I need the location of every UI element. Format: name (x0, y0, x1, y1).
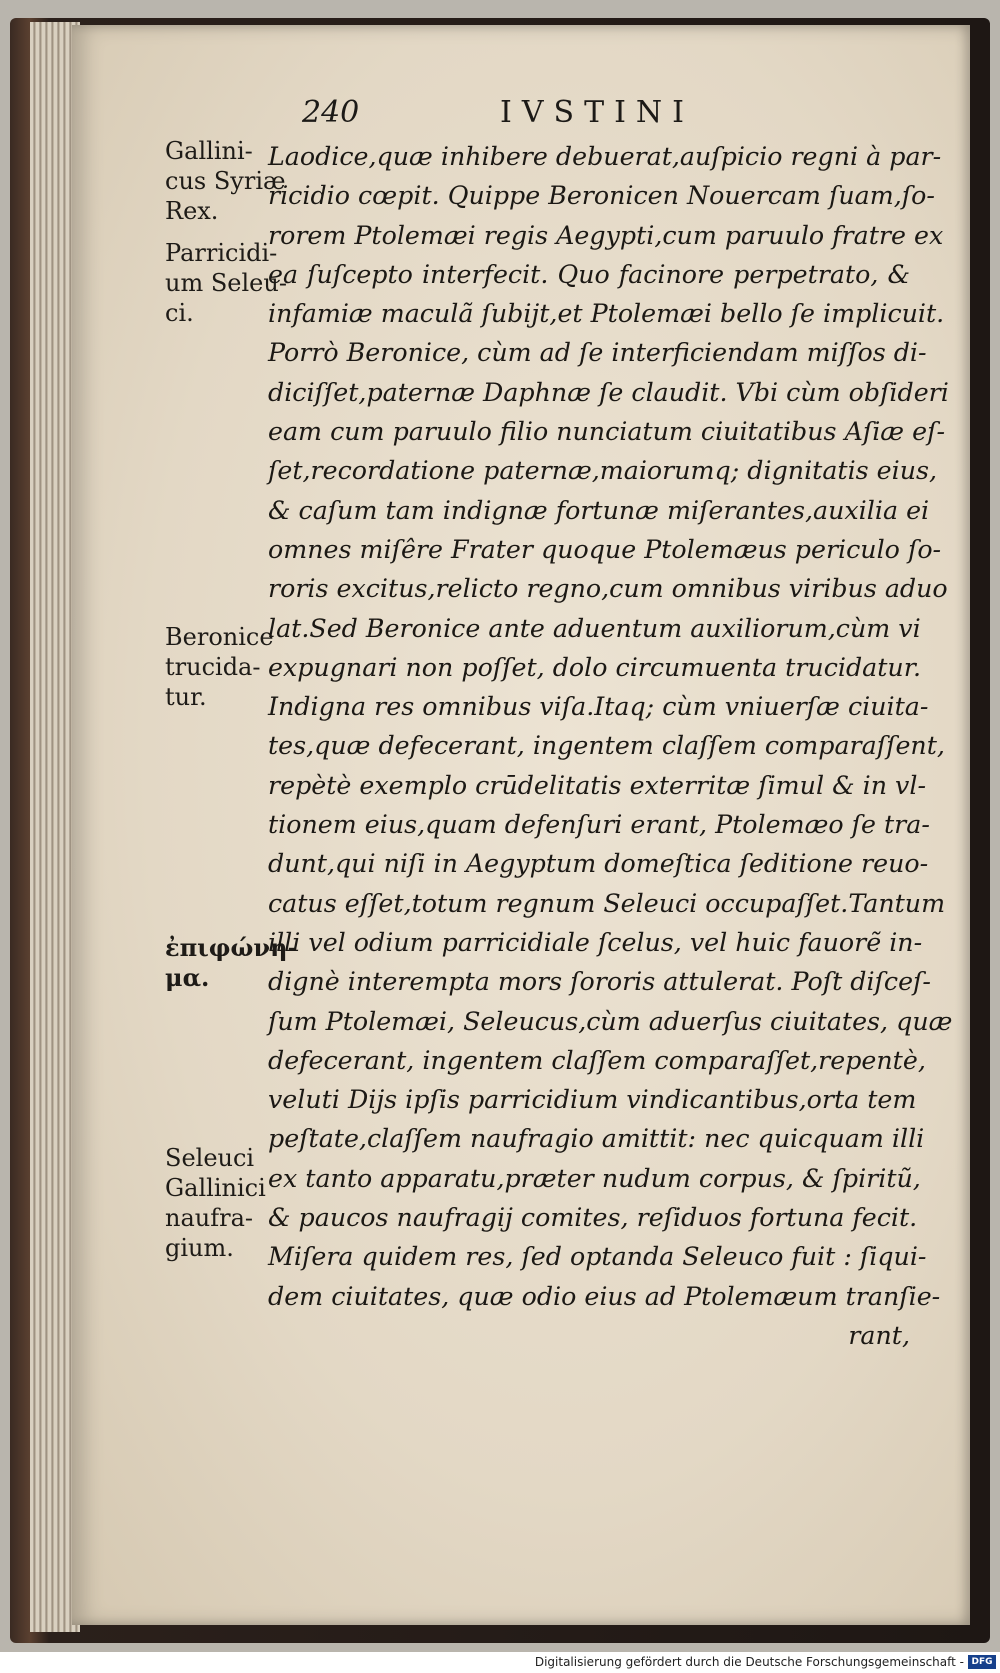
text-line: tionem eius,quam defenſuri erant, Ptolemæo ſe tra- (268, 810, 930, 840)
text-line: dignè interempta mors ſororis attulerat. Poſt diſceſ- (268, 967, 931, 997)
running-head: IVSTINI (500, 95, 695, 130)
text-line: dunt,qui niſi in Aegyptum domeſtica ſeditione reuo- (268, 849, 929, 879)
text-line: & caſum tam indignæ fortunæ miſerantes,auxilia ei (268, 495, 930, 525)
margin-note-line: trucida- (165, 653, 261, 681)
text-line: eam cum paruulo filio nunciatum ciuitatibus Aſiæ eſ- (268, 417, 945, 447)
text-line: infamiæ maculã ſubijt,et Ptolemæi bello ſe implicuit. (268, 299, 945, 329)
margin-note-line: naufra- (165, 1204, 253, 1232)
text-line: tes,quæ defecerant, ingentem claſſem comparaſſent, (268, 731, 945, 761)
text-line: roris excitus,relicto regno,cum omnibus viribus aduo (268, 574, 948, 604)
margin-note-line: Seleuci (165, 1144, 255, 1172)
text-line: expugnari non poſſet, dolo circumuenta trucidatur. (268, 652, 922, 682)
text-line: ſet,recordatione paternæ,maiorumq; dignitatis eius, (268, 456, 938, 486)
text-line: rant, (848, 1320, 910, 1350)
page-number: 240 (302, 95, 360, 130)
margin-note-line: um Seleu- (165, 269, 287, 297)
text-line: Indigna res omnibus viſa.Itaq; cùm vniuerſæ ciuita- (268, 692, 929, 722)
margin-note-line: μα. (165, 963, 210, 992)
text-line: repètè exemplo crūdelitatis exterritæ ſimul & in vl- (268, 770, 926, 800)
text-line: omnes miſêre Frater quoque Ptolemæus periculo ſo- (268, 534, 942, 564)
margin-note-line: tur. (165, 683, 207, 711)
margin-note-line: Beronice (165, 623, 274, 651)
text-line: rorem Ptolemæi regis Aegypti,cum paruulo fratre ex (268, 220, 944, 250)
text-line: ricidio cœpit. Quippe Beronicen Nouercam ſuam,ſo- (268, 181, 935, 211)
text-line: ſum Ptolemæi, Seleucus,cùm aduerſus ciuitates, quæ (268, 1006, 953, 1036)
text-line: peſtate,claſſem naufragio amittit: nec quicquam illi (268, 1124, 925, 1154)
text-line: ea ſuſcepto interfecit. Quo facinore perpetrato, & (268, 259, 910, 289)
text-line: Miſera quidem res, ſed optanda Seleuco fuit : ſiqui- (268, 1242, 927, 1272)
text-line: illi vel odium parricidiale ſcelus, vel huic fauorẽ in- (268, 927, 923, 957)
text-line: Porrò Beronice, cùm ad ſe interficiendam miſſos di- (268, 338, 927, 368)
text-line: & paucos naufragij comites, reſiduos fortuna fecit. (268, 1203, 918, 1233)
margin-note-line: cus Syriæ (165, 167, 286, 195)
text-line: defecerant, ingentem claſſem comparaſſet,repentè, (268, 1045, 926, 1075)
margin-note-line: Rex. (165, 197, 219, 225)
text-line: lat.Sed Beronice ante aduentum auxiliorum,cùm vi (268, 613, 921, 643)
margin-note-line: Gallini- (165, 137, 253, 165)
footer-bar (0, 1652, 1000, 1673)
text-line: catus eſſet,totum regnum Seleuci occupaſſet.Tantum (268, 888, 946, 918)
text-line: dem ciuitates, quæ odio eius ad Ptolemæum tranſie- (268, 1281, 941, 1311)
margin-note-line: Parricidi- (165, 239, 278, 267)
margin-note-line: Gallinici (165, 1174, 266, 1202)
margin-note-line: ἐπιφώνη- (165, 933, 298, 962)
margin-note-line: gium. (165, 1234, 234, 1262)
page-header (290, 95, 930, 135)
text-line: ex tanto apparatu,præter nudum corpus, & ſpiritũ, (268, 1163, 921, 1193)
text-line: diciſſet,paternæ Daphnæ ſe claudit. Vbi cùm obſideri (268, 377, 949, 407)
body-text (268, 137, 953, 1355)
dfg-logo: DFG (968, 1655, 996, 1669)
footer-credit: Digitalisierung gefördert durch die Deutsche Forschungsgemeinschaft - (534, 1655, 964, 1669)
text-line: Laodice,quæ inhibere debuerat,auſpicio regni à par- (268, 142, 942, 171)
margin-note-line: ci. (165, 299, 194, 327)
text-line: veluti Dijs ipſis parricidium vindicantibus,orta tem (268, 1085, 917, 1115)
